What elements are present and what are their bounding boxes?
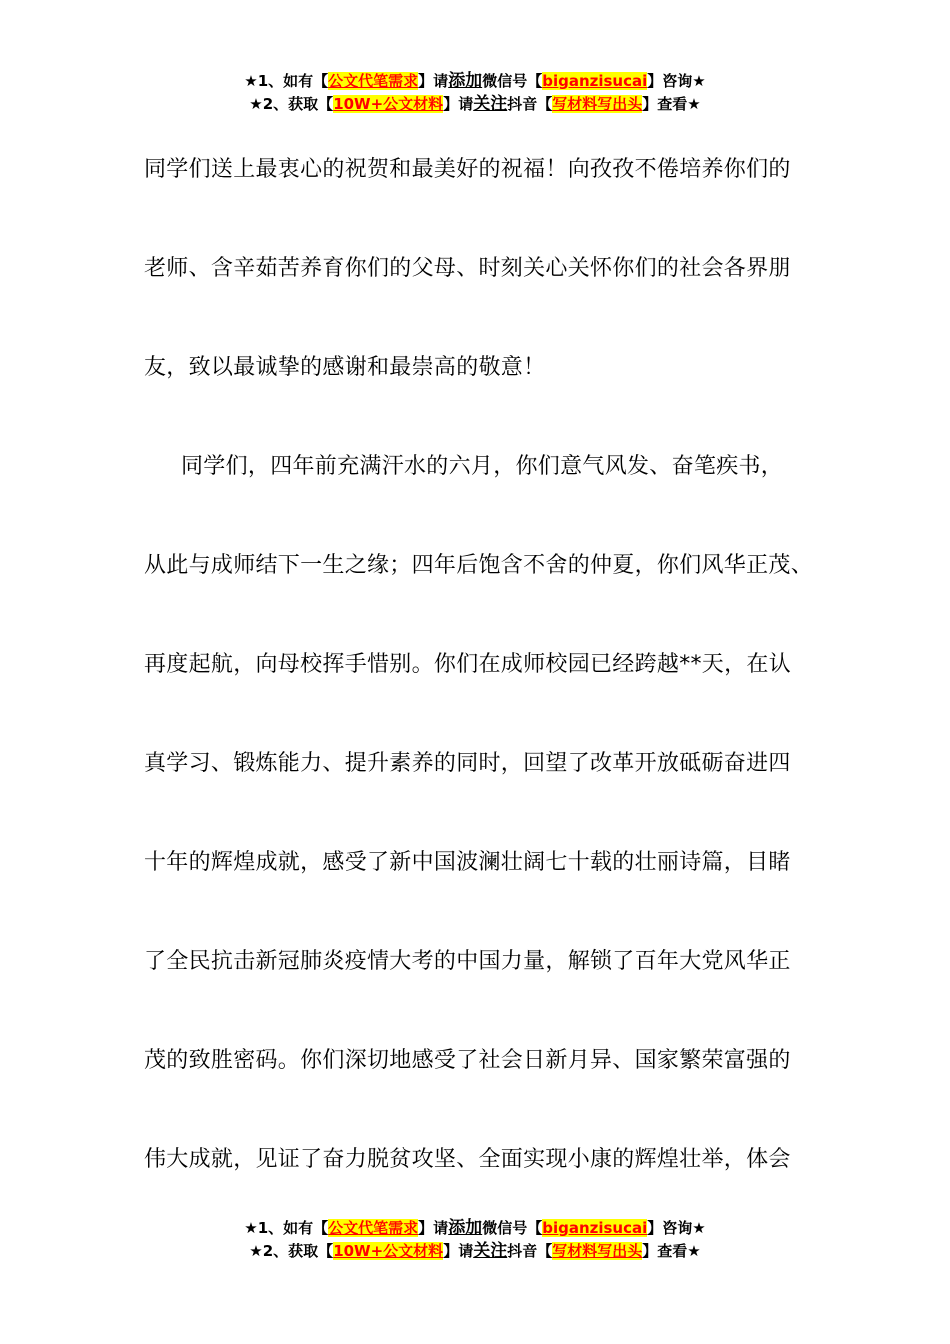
banner-emphasis: 关注 [473,94,508,114]
body-line: 真学习、锻炼能力、提升素养的同时，回望了改革开放砥砺奋进四 [144,751,791,776]
banner-text: ★2、获取【 [249,1242,334,1260]
banner-text: ★1、如有【 [244,72,329,90]
banner-text: 】请 [418,72,449,90]
banner-text: 】请 [418,1219,449,1237]
banner-highlight: 公文代笔需求 [328,72,419,90]
body-line: 老师、含辛茹苦养育你们的父母、时刻关心关怀你们的社会各界朋 [144,256,791,281]
footer-banner [0,1217,950,1263]
banner-emphasis: 添加 [448,1218,483,1238]
banner-text: 抖音【 [507,1242,553,1260]
banner-highlight: biganzisucai [542,72,648,90]
banner-text: ★2、获取【 [249,95,334,113]
banner-text: 】查看★ [642,1242,701,1260]
body-line: 伟大成就，见证了奋力脱贫攻坚、全面实现小康的辉煌壮举，体会 [144,1147,791,1172]
banner-text: 】咨询★ [647,1219,706,1237]
banner-highlight: 公文代笔需求 [328,1219,419,1237]
banner-text: ★1、如有【 [244,1219,329,1237]
banner-emphasis: 关注 [473,1241,508,1261]
banner-line-1 [0,1217,950,1240]
banner-text: 】请 [443,95,474,113]
header-banner [0,70,950,116]
body-line: 同学们，四年前充满汗水的六月，你们意气风发、奋笔疾书， [181,454,784,479]
body-line: 友，致以最诚挚的感谢和最崇高的敬意！ [144,355,546,380]
banner-text: 】咨询★ [647,72,706,90]
banner-text: 抖音【 [507,95,553,113]
banner-text: 】查看★ [642,95,701,113]
banner-text: 微信号【 [482,72,543,90]
banner-text: 微信号【 [482,1219,543,1237]
banner-highlight: 写材料写出头 [552,95,643,113]
body-line: 再度起航，向母校挥手惜别。你们在成师校园已经跨越**天，在认 [144,652,792,677]
banner-highlight: 10W+公文材料 [333,1242,444,1260]
document-body [144,120,824,1209]
banner-highlight: 10W+公文材料 [333,95,444,113]
body-line: 同学们送上最衷心的祝贺和最美好的祝福！向孜孜不倦培养你们的 [144,157,791,182]
body-line: 了全民抗击新冠肺炎疫情大考的中国力量，解锁了百年大党风华正 [144,949,791,974]
body-line: 从此与成师结下一生之缘；四年后饱含不舍的仲夏，你们风华正茂、 [144,553,814,578]
banner-text: 】请 [443,1242,474,1260]
banner-emphasis: 添加 [448,71,483,91]
body-line: 十年的辉煌成就，感受了新中国波澜壮阔七十载的壮丽诗篇，目睹 [144,850,791,875]
banner-highlight: 写材料写出头 [552,1242,643,1260]
banner-highlight: biganzisucai [542,1219,648,1237]
banner-line-2 [0,93,950,116]
banner-line-1 [0,70,950,93]
body-line: 茂的致胜密码。你们深切地感受了社会日新月异、国家繁荣富强的 [144,1048,791,1073]
banner-line-2 [0,1240,950,1263]
